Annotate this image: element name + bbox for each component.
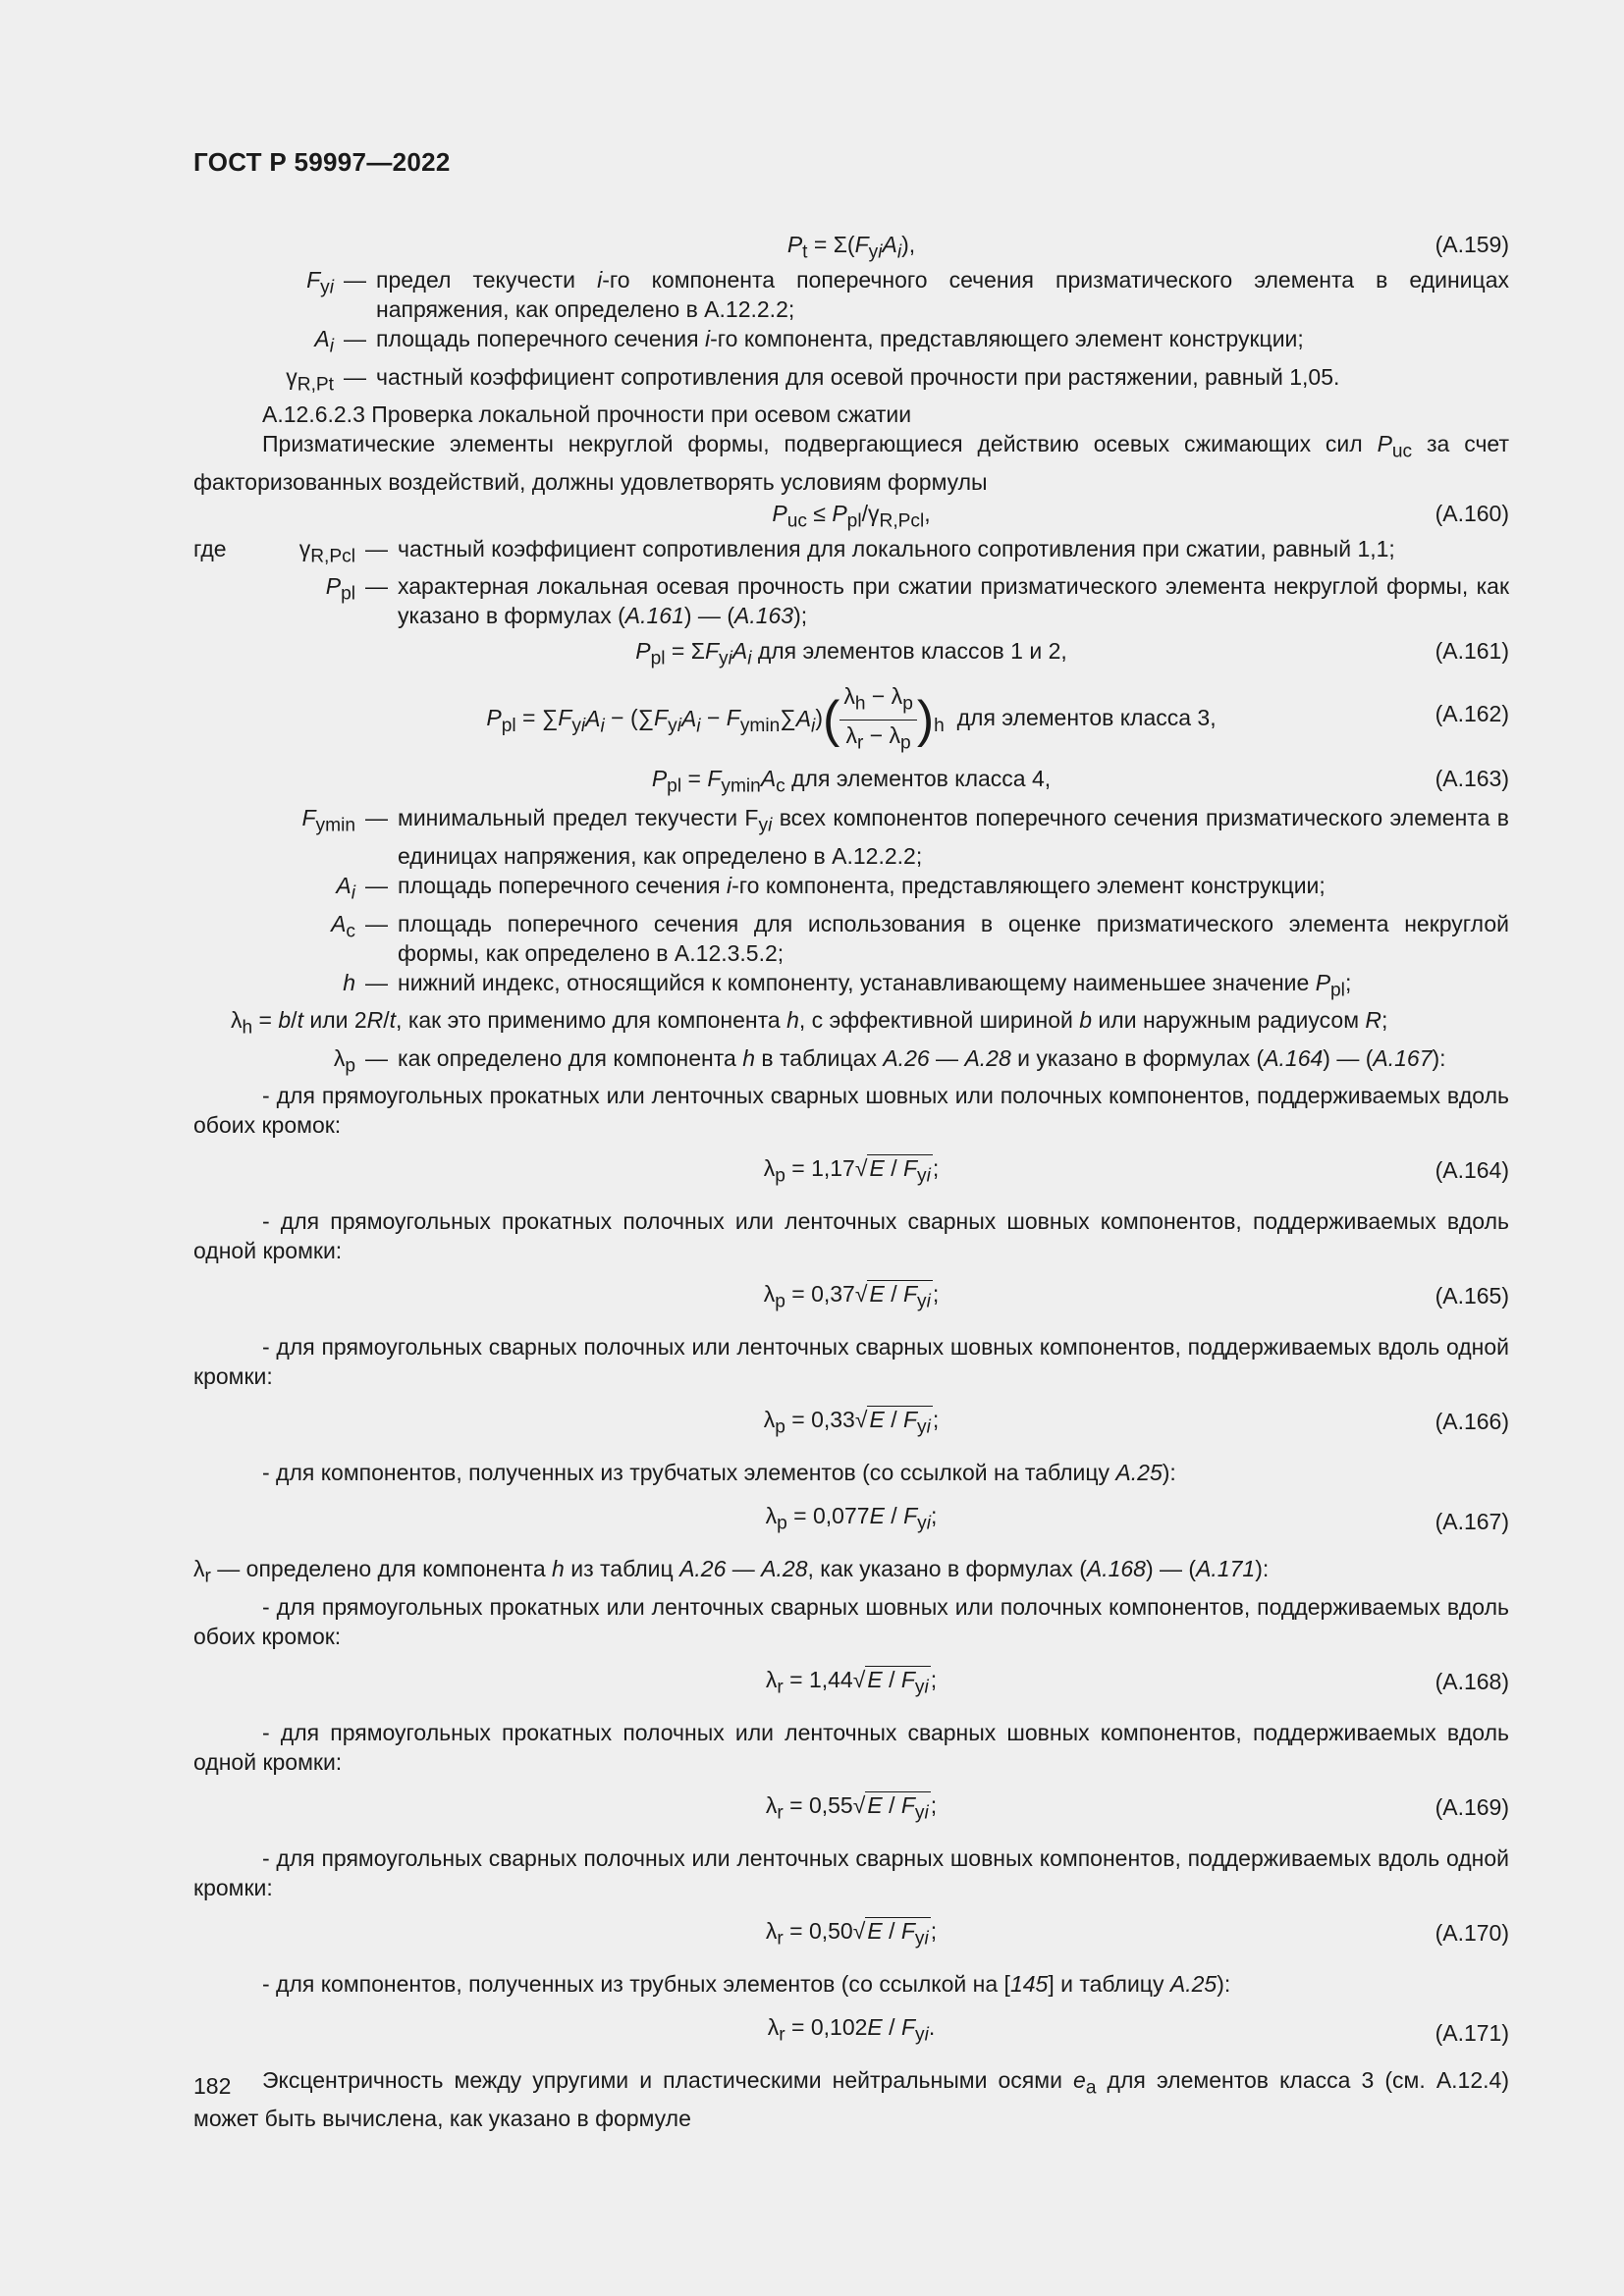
equation-number: (A.159) <box>1435 232 1509 257</box>
definition-symbol: $\lambda_p$ <box>333 1044 355 1077</box>
definition-ppl: $P_{pl}$ — характерная локальная осевая прочность при сжатии призматического элемента некруглой формы, как указано в формулах (A.161) — (A.163); <box>193 571 1509 630</box>
definition-text: площадь поперечного сечения для использования в оценке призматического элемента некруглой формы, как определено в А.12.3.5.2; <box>398 910 1509 966</box>
equation-formula: $P_{pl} = \Sigma F_{yi}A_i$ для элементов классов 1 и 2, <box>635 638 1067 669</box>
equation-a165 <box>193 1265 1509 1320</box>
equation-number: (A.169) <box>1435 1793 1509 1820</box>
definition-symbol: где $\gamma_{R,Pcl}$ <box>193 535 355 567</box>
equation-formula: $P_t = \Sigma(F_{yi}A_i)$, <box>786 232 916 263</box>
equation-number: (A.171) <box>1435 2019 1509 2046</box>
equation-a161 <box>193 630 1509 671</box>
equation-a168 <box>193 1651 1509 1706</box>
definition-h: h — нижний индекс, относящийся к компоненту, устанавливающему наименьшее значение $P_{pl}$; <box>193 968 1509 1006</box>
equation-number: (A.170) <box>1435 1919 1509 1946</box>
lambda-h-line: $\lambda_h = b/t$ или 2R/t, как это применимо для компонента h, с эффективной шириной b или наружным радиусом R; <box>231 1007 1388 1039</box>
definition-text: минимальный предел текучести $F_{yi}$ всех компонентов поперечного сечения призматического элемента в единицах напряжения, как определено в А.12.2.2; <box>398 805 1509 869</box>
equation-number: (A.161) <box>1435 638 1509 665</box>
equation-a166 <box>193 1391 1509 1446</box>
definition-text: нижний индекс, относящийся к компоненту, устанавливающему наименьшее значение $P_{pl}$; <box>398 969 1352 1001</box>
equation-formula: $\lambda_p = 0,37√E / F_{yi}$; <box>763 1281 940 1312</box>
where-label: где <box>193 535 227 561</box>
definition-ai: $A_i$ — площадь поперечного сечения i-го компонента, представляющего элемент конструкции; <box>193 324 1509 362</box>
lambda-r-line: $\lambda_r$ — определено для компонента h из таблиц A.26 — A.28, как указано в формулах (A.168) — (A.171): <box>193 1556 1270 1587</box>
list-item: - для компонентов, полученных из трубных элементов (со ссылкой на [145] и таблицу A.25): <box>262 1970 1231 1997</box>
page-number: 182 <box>193 2073 232 2099</box>
definition-text: частный коэффициент сопротивления для локального сопротивления при сжатии, равный 1,1; <box>398 535 1395 561</box>
equation-number: (A.168) <box>1435 1668 1509 1694</box>
equation-number: (A.167) <box>1435 1509 1509 1535</box>
list-item: - для прямоугольных прокатных полочных или ленточных сварных шовных компонентов, поддерживаемых вдоль одной кромки: <box>193 1208 1509 1264</box>
definition-fymin: $F_{ymin}$ — минимальный предел текучести $F_{yi}$ всех компонентов поперечного сечения призматического элемента в единицах напряжения, как определено в А.12.2.2; <box>193 803 1509 871</box>
equation-number: (A.160) <box>1435 500 1509 526</box>
definition-text: площадь поперечного сечения i-го компонента, представляющего элемент конструкции; <box>376 326 1304 351</box>
list-item: - для прямоугольных сварных полочных или ленточных сварных шовных компонентов, поддерживаемых вдоль одной кромки: <box>193 1334 1509 1390</box>
equation-number: (A.162) <box>1435 701 1509 727</box>
equation-formula: $P_{uc} \le P_{pl}/\gamma_{R,Pcl}$, <box>772 500 931 532</box>
definition-text: характерная локальная осевая прочность при сжатии призматического элемента некруглой формы, как указано в формулах (A.161) — (A.163); <box>398 573 1509 629</box>
equation-formula: $P_{pl} = \sum F_{yi}A_i - (\sum F_{yi}A_i - F_{ymin}\sum A_i)$( $\frac{\lambda_h - \lambda_p}{\lambda_r - \lambda_p}$ )$_h$ для элементов класса 3, <box>486 683 1217 754</box>
definition-symbol: $P_{pl}$ <box>325 573 355 605</box>
definition-fyi: $F_{yi}$ — предел текучести i-го компонента поперечного сечения призматического элемента в единицах напряжения, как определено в А.12.2.2; <box>193 265 1509 324</box>
equation-number: (A.163) <box>1435 766 1509 792</box>
definition-symbol: $A_c$ <box>331 910 355 942</box>
definition-symbol: $F_{yi}$ <box>306 267 334 298</box>
list-item: - для компонентов, полученных из трубчатых элементов (со ссылкой на таблицу A.25): <box>262 1460 1176 1486</box>
definition-ai-2: $A_i$ — площадь поперечного сечения i-го компонента, представляющего элемент конструкции; <box>193 871 1509 909</box>
equation-number: (A.165) <box>1435 1283 1509 1309</box>
definition-text: частный коэффициент сопротивления для осевой прочности при растяжении, равный 1,05. <box>376 363 1340 390</box>
equation-a160 <box>193 497 1509 534</box>
paragraph: Призматические элементы некруглой формы, подвергающиеся действию осевых сжимающих сил $P_{uc}$ за счет факторизованных воздействий, должны удовлетворять условиям формулы <box>193 431 1509 495</box>
definition-text: предел текучести i-го компонента поперечного сечения призматического элемента в единицах напряжения, как определено в А.12.2.2; <box>376 267 1509 322</box>
final-paragraph: Эксцентричность между упругими и пластическими нейтральными осями $e_a$ для элементов класса 3 (см. А.12.4) может быть вычислена, как указано в формуле <box>193 2066 1509 2131</box>
equation-a159 <box>193 224 1509 265</box>
equation-formula: $\lambda_r = 0,50√E / F_{yi}$; <box>765 1917 938 1949</box>
equation-a171 <box>193 1999 1509 2065</box>
equation-formula: $\lambda_r = 0,102E / F_{yi}$. <box>767 2013 936 2046</box>
definition-symbol: $F_{ymin}$ <box>301 805 355 836</box>
definition-lambda-p: $\lambda_p$ — как определено для компонента h в таблицах A.26 — A.28 и указано в формулах (A.164) — (A.167): <box>193 1043 1509 1082</box>
list-item: - для прямоугольных сварных полочных или ленточных сварных шовных компонентов, поддерживаемых вдоль одной кромки: <box>193 1844 1509 1900</box>
equation-a163 <box>193 764 1509 803</box>
equation-a167 <box>193 1487 1509 1554</box>
equation-number: (A.166) <box>1435 1409 1509 1435</box>
equation-a170 <box>193 1902 1509 1957</box>
definition-text: как определено для компонента h в таблицах A.26 — A.28 и указано в формулах (A.164) — (A.167): <box>398 1044 1446 1071</box>
list-item: - для прямоугольных прокатных или ленточных сварных шовных или полочных компонентов, поддерживаемых вдоль обоих кромок: <box>193 1083 1509 1139</box>
equation-formula: $\lambda_r = 0,55√E / F_{yi}$; <box>765 1791 938 1824</box>
equation-formula: $\lambda_p = 0,077E / F_{yi}$; <box>765 1503 938 1534</box>
definition-symbol: $A_i$ <box>314 326 334 357</box>
definition-text: площадь поперечного сечения i-го компонента, представляющего элемент конструкции; <box>398 872 1326 898</box>
list-item: - для прямоугольных прокатных или ленточных сварных шовных или полочных компонентов, поддерживаемых вдоль обоих кромок: <box>193 1593 1509 1649</box>
section-title: А.12.6.2.3 Проверка локальной прочности при осевом сжатии <box>262 401 912 428</box>
list-item: - для прямоугольных прокатных полочных или ленточных сварных шовных компонентов, поддерживаемых вдоль одной кромки: <box>193 1719 1509 1775</box>
equation-a169 <box>193 1777 1509 1832</box>
equation-a162 <box>193 671 1509 764</box>
document-body <box>193 224 1509 2133</box>
equation-formula: $P_{pl} = F_{ymin}A_c$ для элементов класса 4, <box>651 766 1052 797</box>
document-header: ГОСТ Р 59997—2022 <box>193 147 451 177</box>
definition-symbol: $A_i$ <box>336 872 355 904</box>
definition-gamma-rpcl: где $\gamma_{R,Pcl}$ — частный коэффициент сопротивления для локального сопротивления при сжатии, равный 1,1; <box>193 534 1509 572</box>
equation-tail: для элементов класса 3, <box>956 705 1217 731</box>
equation-formula: $\lambda_p = 1,17√E / F_{yi}$; <box>763 1155 940 1187</box>
definition-symbol: h <box>343 969 355 995</box>
equation-formula: $\lambda_r = 1,44√E / F_{yi}$; <box>765 1666 938 1698</box>
equation-number: (A.164) <box>1435 1157 1509 1184</box>
definition-ac: $A_c$ — площадь поперечного сечения для использования в оценке призматического элемента некруглой формы, как определено в А.12.3.5.2; <box>193 909 1509 968</box>
definition-symbol: $\gamma_{R,Pt}$ <box>286 363 334 396</box>
equation-a164 <box>193 1140 1509 1195</box>
definition-gamma-rpt: $\gamma_{R,Pt}$ — частный коэффициент сопротивления для осевой прочности при растяжении, равный 1,05. <box>193 362 1509 400</box>
equation-formula: $\lambda_p = 0,33√E / F_{yi}$; <box>763 1407 940 1438</box>
